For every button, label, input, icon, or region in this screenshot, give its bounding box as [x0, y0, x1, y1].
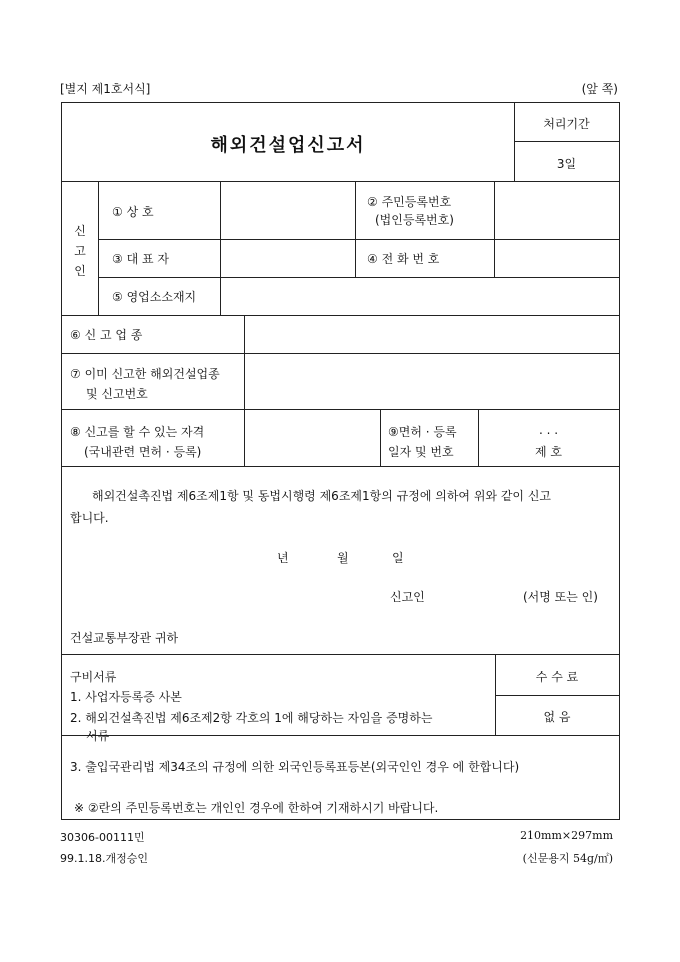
required-doc-3: 3. 출입국관리법 제34조의 규정에 의한 외국인등록표등본(외국인인 경우 에 한합니다) [70, 760, 520, 774]
company-name-field[interactable] [221, 182, 354, 238]
office-address-field[interactable] [221, 278, 618, 314]
representative-label: ③ 대 표 자 [112, 252, 169, 266]
date-year: 년 [277, 551, 289, 565]
company-name-label: ① 상 호 [112, 205, 154, 219]
prev-registration-sublabel: 및 신고번호 [86, 387, 148, 401]
resident-number-label: ② 주민등록번호 [367, 195, 452, 209]
phone-label: ④ 전 화 번 호 [367, 252, 440, 266]
fee-label: 수 수 료 [535, 670, 579, 684]
page-side: (앞 쪽) [581, 82, 618, 96]
qualification-field[interactable] [245, 410, 379, 465]
form-code: 30306-00111민 [60, 831, 145, 844]
required-doc-2: 2. 해외건설촉진법 제6조제2항 각호의 1에 해당하는 자임을 증명하는 [70, 711, 433, 725]
form-title: 해외건설업신고서 [210, 135, 366, 156]
required-doc-1: 1. 사업자등록증 사본 [70, 690, 182, 704]
signature-label: (서명 또는 인) [523, 590, 598, 604]
applicant-label: 신고인 [390, 590, 425, 604]
license-label: ⑨면허 · 등록 [388, 425, 457, 439]
business-type-field[interactable] [245, 316, 618, 352]
license-sublabel: 일자 및 번호 [388, 445, 454, 459]
processing-period-value: 3일 [556, 157, 577, 171]
representative-field[interactable] [221, 240, 354, 276]
office-address-label: ⑤ 영업소소재지 [112, 290, 197, 304]
prev-registration-label: ⑦ 이미 신고한 해외건설업종 [70, 367, 220, 381]
fee-value: 없 음 [543, 710, 571, 724]
reporter-group-label: 신 고 인 [74, 224, 86, 278]
qualification-sublabel: (국내관련 면허 · 등록) [84, 445, 202, 459]
declaration-text-end: 합니다. [70, 511, 109, 525]
license-number[interactable]: 제 호 [535, 445, 562, 459]
resident-number-field[interactable] [495, 182, 618, 238]
resident-number-note: ※ ②란의 주민등록번호는 개인인 경우에 한하여 기재하시기 바랍니다. [74, 801, 439, 815]
business-type-label: ⑥ 신 고 업 종 [70, 328, 143, 342]
phone-field[interactable] [495, 240, 618, 276]
qualification-label: ⑧ 신고를 할 수 있는 자격 [70, 425, 205, 439]
required-doc-2-cont: 서류 [86, 729, 110, 743]
prev-registration-field[interactable] [245, 354, 618, 408]
report-form [61, 102, 620, 820]
paper-type: (신문용지 54g/㎡) [522, 852, 613, 865]
license-date[interactable]: . . . [538, 423, 559, 437]
date-month: 월 [337, 551, 349, 565]
corporate-number-label: (법인등록번호) [375, 213, 454, 227]
paper-size: 210mm×297mm [520, 829, 613, 842]
processing-period-label: 처리기간 [543, 117, 590, 131]
approval-date: 99.1.18.개정승인 [60, 852, 148, 865]
form-number: [별지 제1호서식] [60, 82, 151, 96]
date-day: 일 [392, 551, 404, 565]
required-docs-heading: 구비서류 [70, 670, 117, 684]
addressee: 건설교통부장관 귀하 [70, 631, 179, 645]
declaration-text: 해외건설촉진법 제6조제1항 및 동법시행령 제6조제1항의 규정에 의하여 위와 같이 신고 [92, 489, 552, 503]
